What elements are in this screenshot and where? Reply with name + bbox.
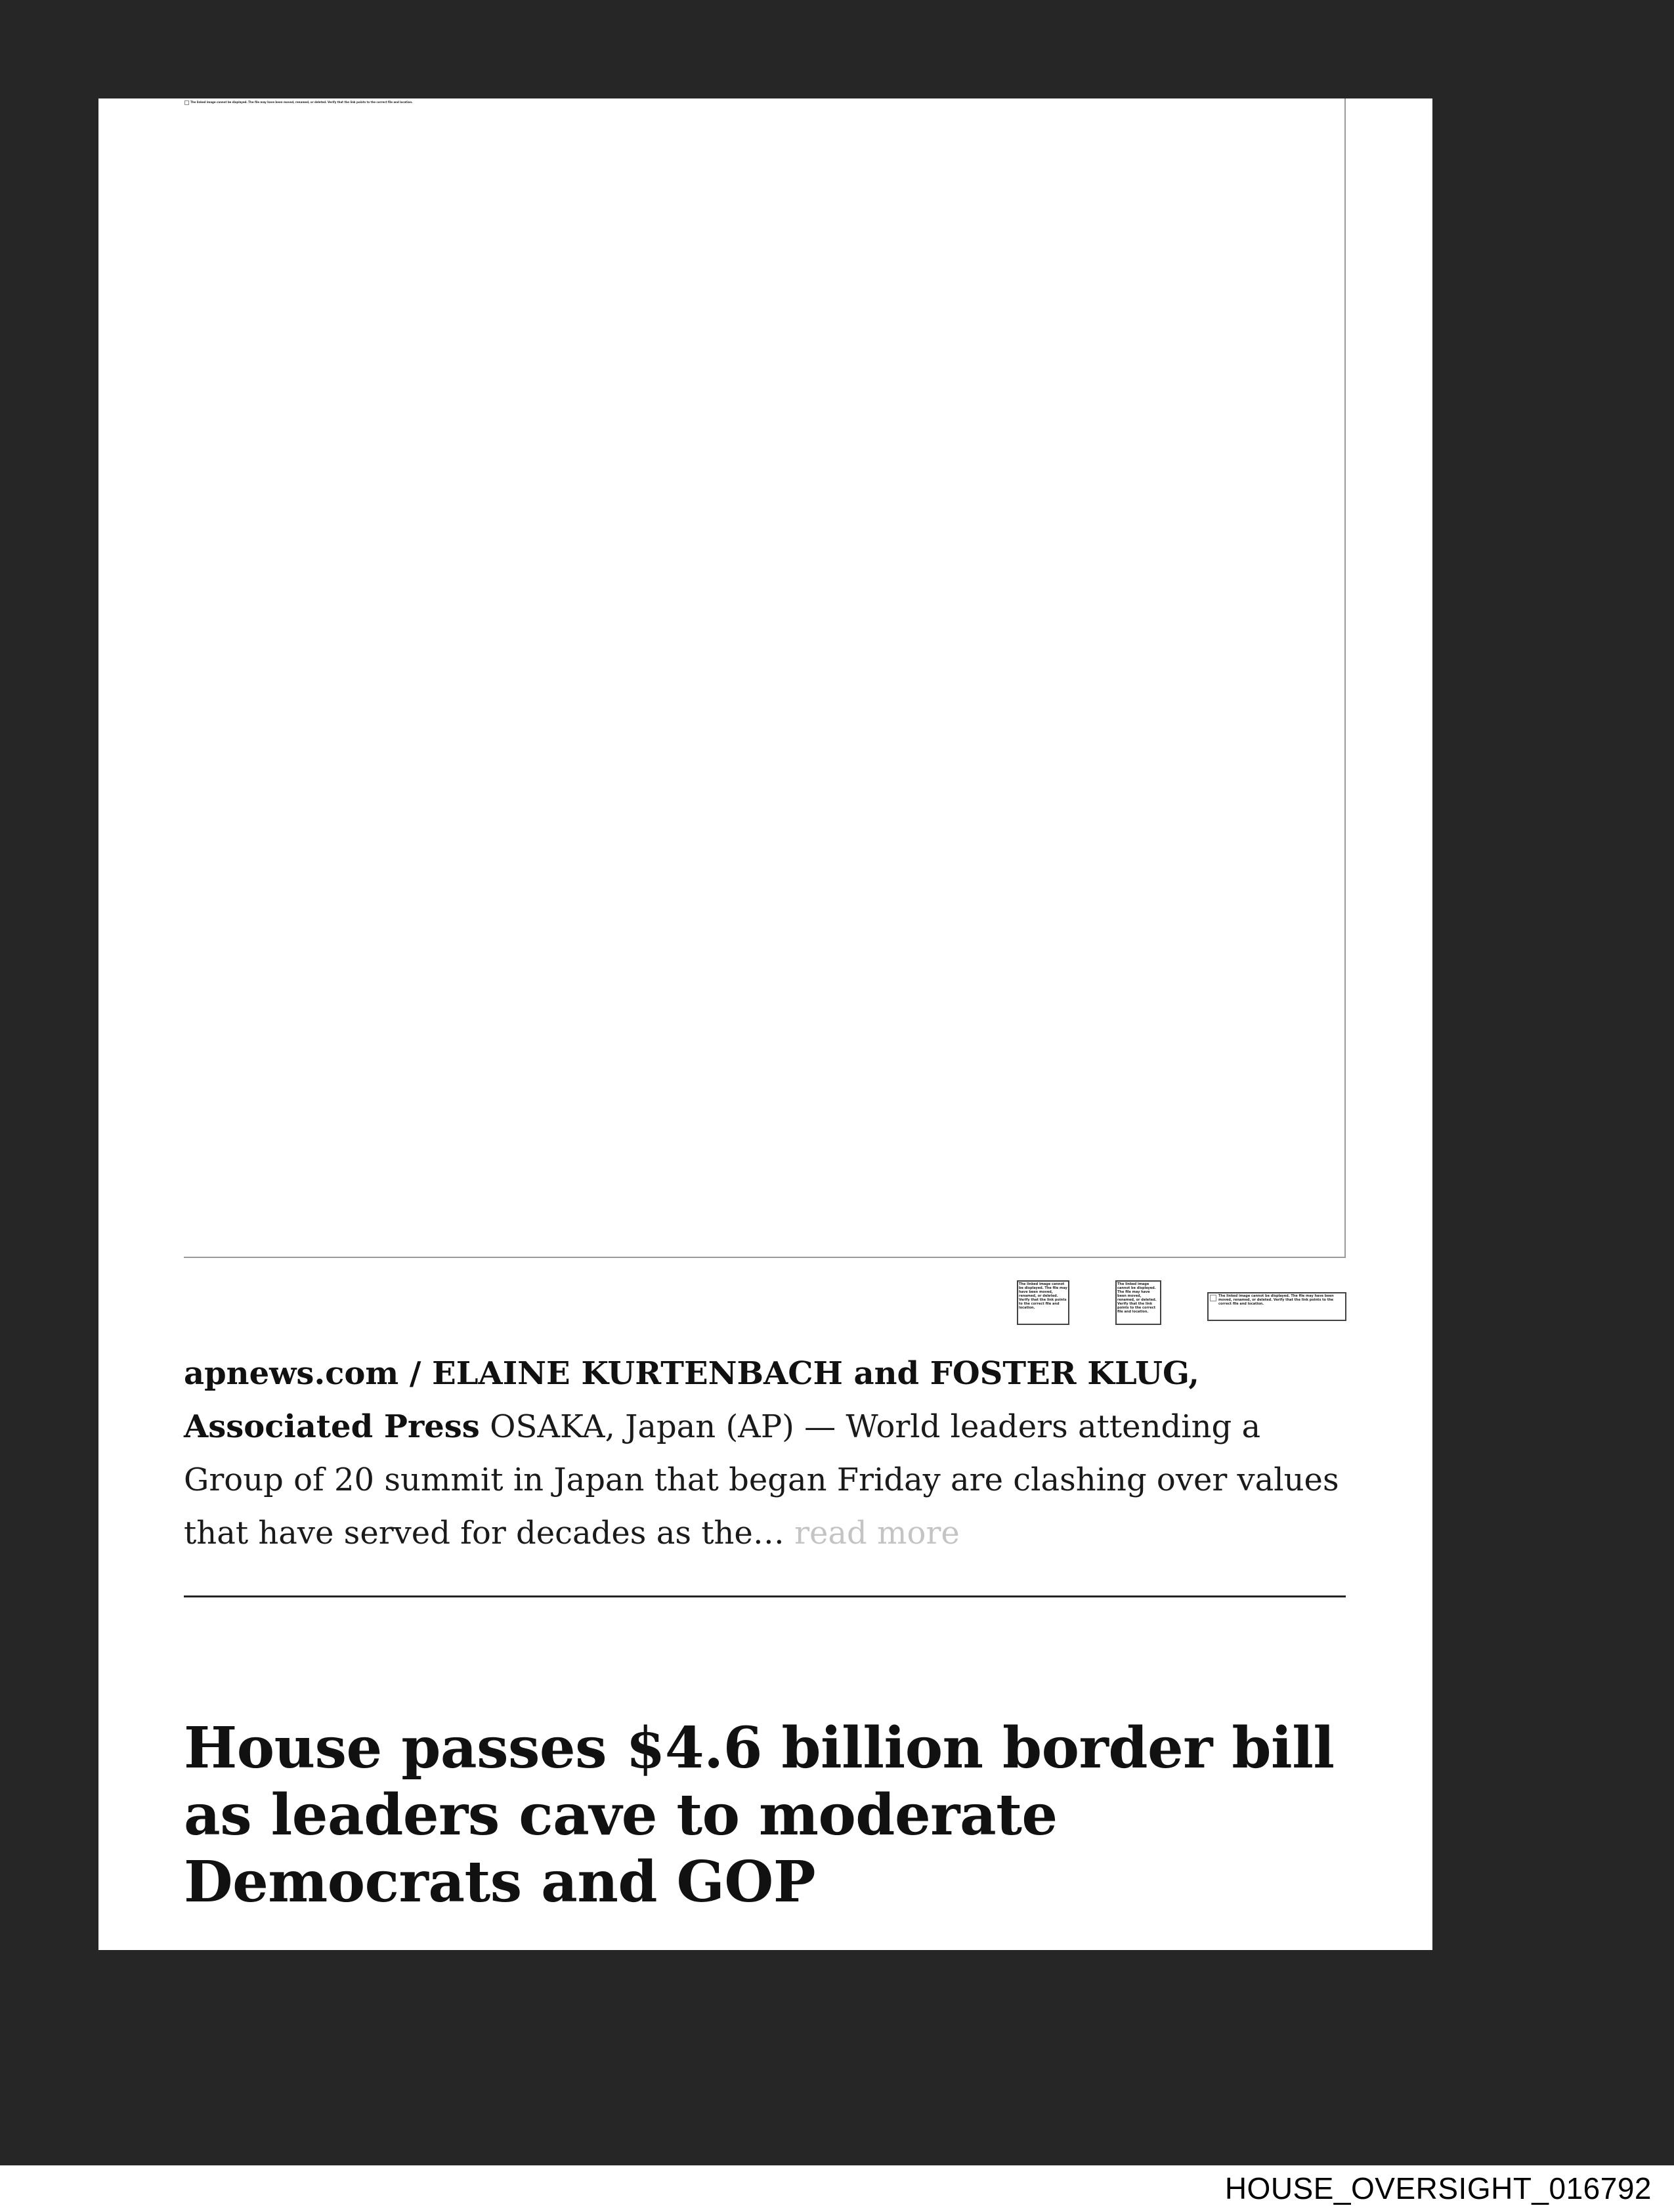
next-article-headline[interactable]: House passes $4.6 billion border bill as leaders cave to moderate Democrats and GOP — [184, 1715, 1335, 1915]
thumbnail-alt-text: The linked image cannot be displayed. The file may have been moved, renamed, or deleted. Verify that the link points to the correct file and location. — [1218, 1294, 1334, 1306]
article-summary — [184, 1347, 1359, 1560]
broken-image-icon — [1210, 1295, 1216, 1301]
thumbnail-1[interactable] — [1017, 1280, 1069, 1325]
broken-image-icon — [184, 100, 189, 105]
thumbnail-alt-text: The linked image cannot be displayed. The file may have been moved, renamed, or deleted. Verify that the link points to the correct file and location. — [1019, 1282, 1067, 1310]
hero-image-alt-text: The linked image cannot be displayed. The file may have been moved, renamed, or deleted. Verify that the link points to the correct file and location. — [190, 100, 413, 104]
article-excerpt: OSAKA, Japan (AP) — World leaders attending a Group of 20 summit in Japan that began Friday are clashing over values that have served for decades as the… — [184, 1408, 1339, 1551]
hero-image-frame — [184, 98, 1346, 1258]
thumbnail-2[interactable] — [1115, 1280, 1161, 1325]
section-divider — [184, 1595, 1346, 1597]
bates-number: HOUSE_OVERSIGHT_016792 — [1224, 2171, 1652, 2205]
thumbnail-3[interactable] — [1207, 1292, 1346, 1321]
read-more-link[interactable]: read more — [794, 1515, 960, 1551]
article-byline: apnews.com / ELAINE KURTENBACH and FOSTER KLUG, Associated Press — [184, 1355, 1199, 1445]
document-page — [98, 98, 1432, 1950]
hero-broken-image — [184, 100, 425, 105]
thumbnail-alt-text: The linked image cannot be displayed. The file may have been moved, renamed, or deleted. Verify that the link points to the correct file and location. — [1117, 1282, 1157, 1314]
